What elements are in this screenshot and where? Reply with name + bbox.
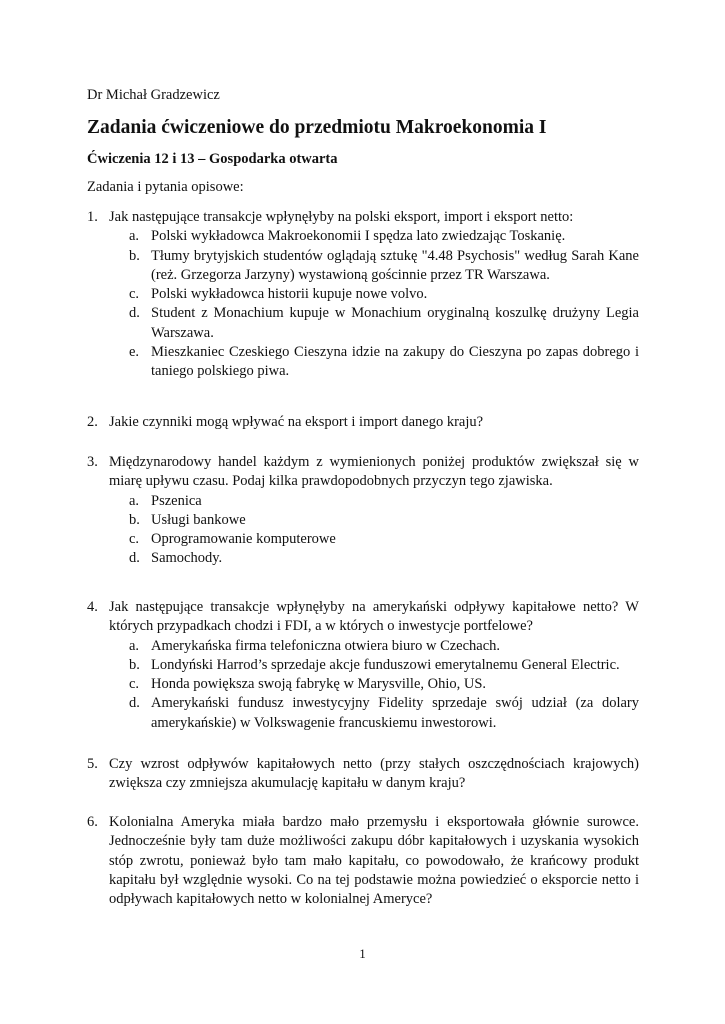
item-text: Amerykańska firma telefoniczna otwiera biuro w Czechach. <box>151 637 501 654</box>
item-letter: d. <box>129 550 140 567</box>
item-text: Oprogramowanie komputerowe <box>151 531 336 548</box>
item-text: Tłumy brytyjskich studentów oglądają sztukę "4.48 Psychosis" według Sarah Kane (reż. Grzegorza Jarzyny) wystawioną gościnnie przez TR Warszawa. <box>151 247 639 283</box>
list-item <box>129 247 639 286</box>
item-letter: d. <box>129 695 140 712</box>
question-number: 5. <box>87 756 98 772</box>
question-number: 3. <box>87 454 98 470</box>
question-number: 4. <box>87 599 98 615</box>
question-text: Czy wzrost odpływów kapitałowych netto (przy stałych oszczędnościach krajowych) zwiększa czy zmniejsza akumulację kapitału w danym kraju? <box>109 756 639 792</box>
document-title: Zadania ćwiczeniowe do przedmiotu Makroekonomia I <box>87 117 547 138</box>
list-item <box>129 511 639 530</box>
item-letter: e. <box>129 344 140 361</box>
list-item <box>129 285 639 304</box>
list-item <box>129 637 639 656</box>
list-item <box>129 530 639 549</box>
question-5 <box>87 755 639 794</box>
answer-list <box>87 637 639 733</box>
question-text: Jakie czynniki mogą wpływać na eksport i import danego kraju? <box>109 414 484 430</box>
question-text: Jak następujące transakcje wpłynęłyby na polski eksport, import i eksport netto: <box>109 209 574 225</box>
question-text: Kolonialna Ameryka miała bardzo mało przemysłu i eksportowała głównie surowce. Jednocześnie były tam duże możliwości zakupu dóbr kapitałowych i uzyskania wysokich stóp zwrotu, ponieważ było tam mało kapitału, co powodowało, że krańcowy produkt kapitału był względnie wysoki. Co na tej podstawie można powiedzieć o eksporcie netto i odpływach kapitałowych netto w kolonialnej Ameryce? <box>109 814 639 908</box>
document-subtitle: Ćwiczenia 12 i 13 – Gospodarka otwarta <box>87 151 338 167</box>
author-line: Dr Michał Gradzewicz <box>87 87 220 103</box>
list-item <box>129 549 639 568</box>
list-item <box>129 492 639 511</box>
list-item <box>129 656 639 675</box>
item-letter: d. <box>129 305 140 322</box>
list-item <box>129 304 639 343</box>
question-number: 6. <box>87 814 98 830</box>
item-letter: a. <box>129 492 140 509</box>
question-text: Międzynarodowy handel każdym z wymienionych poniżej produktów zwiększał się w miarę upływu czasu. Podaj kilka prawdopodobnych przyczyn tego zjawiska. <box>109 454 639 490</box>
question-text: Jak następujące transakcje wpłynęłyby na amerykański odpływy kapitałowe netto? W których przypadkach chodzi i FDI, a w których o inwestycje portfelowe? <box>109 599 639 635</box>
intro-line: Zadania i pytania opisowe: <box>87 179 244 195</box>
item-text: Polski wykładowca historii kupuje nowe volvo. <box>151 286 428 303</box>
question-3 <box>87 453 639 569</box>
item-letter: b. <box>129 511 140 528</box>
item-text: Mieszkaniec Czeskiego Cieszyna idzie na zakupy do Cieszyna po zapas dobrego i taniego polskiego piwa. <box>151 344 639 380</box>
list-item <box>129 227 639 246</box>
item-text: Polski wykładowca Makroekonomii I spędza lato zwiedzając Toskanię. <box>151 228 566 245</box>
question-4 <box>87 598 639 733</box>
item-text: Pszenica <box>151 492 202 509</box>
answer-list <box>87 227 639 381</box>
item-text: Samochody. <box>151 550 223 567</box>
item-letter: a. <box>129 637 140 654</box>
item-text: Usługi bankowe <box>151 511 246 528</box>
item-letter: c. <box>129 286 140 303</box>
question-6 <box>87 813 639 909</box>
question-number: 1. <box>87 209 98 225</box>
answer-list <box>87 492 639 569</box>
list-item <box>129 675 639 694</box>
item-letter: c. <box>129 531 140 548</box>
item-letter: b. <box>129 247 140 264</box>
item-text: Student z Monachium kupuje w Monachium oryginalną koszulkę drużyny Legia Warszawa. <box>151 305 639 341</box>
question-1 <box>87 208 639 382</box>
list-item <box>129 343 639 382</box>
item-text: Amerykański fundusz inwestycyjny Fidelity sprzedaje swój udział (za dolary amerykańskie) w Volkswagenie francuskiemu inwestorowi. <box>151 695 639 731</box>
item-text: Londyński Harrod’s sprzedaje akcje funduszowi emerytalnemu General Electric. <box>151 656 620 673</box>
question-2 <box>87 413 639 432</box>
item-letter: b. <box>129 656 140 673</box>
item-letter: a. <box>129 228 140 245</box>
list-item <box>129 694 639 733</box>
item-letter: c. <box>129 676 140 693</box>
item-text: Honda powiększa swoją fabrykę w Marysville, Ohio, US. <box>151 676 487 693</box>
page-number: 1 <box>359 946 366 961</box>
question-number: 2. <box>87 414 98 430</box>
